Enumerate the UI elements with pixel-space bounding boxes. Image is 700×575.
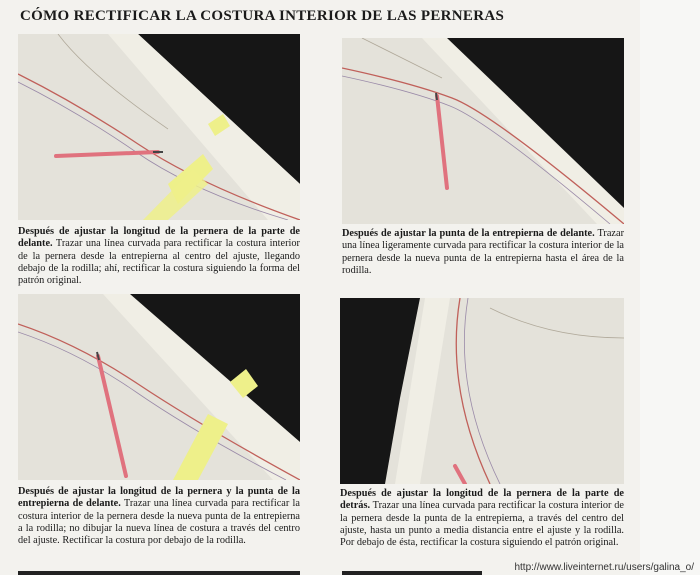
page-margin — [640, 0, 700, 575]
caption-1-lead: Después de ajustar la longitud de la pernera de la parte de delante. — [18, 226, 300, 250]
caption-2-lead: Después de ajustar la punta de la entrepierna de delante. — [342, 228, 595, 239]
caption-panel-4 — [340, 488, 624, 549]
caption-3-body: Trazar una línea curvada para rectificar la costura interior de la pernera desde la nueva punta de la entrepierna a la rodilla; no dibujar la nueva línea de costura a través del centro del ajuste. Rectificar la costura por debajo de la rodilla. — [18, 498, 300, 547]
caption-1-body: Trazar una línea curvada para rectificar la costura interior de la pernera desde la entrepierna al centro del ajuste, llegando debajo de la rodilla; ahí, rectificar la costura siguiendo la forma del patrón original. — [18, 238, 300, 287]
caption-4-body: Trazar una línea curvada para rectificar la costura interior de la pernera desde la punta de la entrepierna, a través del centro del ajuste, hasta un punto a media distancia entre el ajuste y la rodilla. Por debajo de ésta, rectificar la costura siguiendo el patrón original. — [340, 500, 624, 549]
cropped-photo-edge-right — [342, 571, 482, 575]
photo-front-crotch-point — [342, 38, 624, 224]
caption-3-lead: Después de ajustar la longitud de la pernera y la punta de la entrepierna de delante. — [18, 486, 300, 510]
caption-panel-2 — [342, 228, 624, 277]
photo-back-leg-length — [340, 298, 624, 484]
caption-panel-3 — [18, 486, 300, 547]
footer-url: http://www.liveinternet.ru/users/galina_o/ — [514, 562, 694, 573]
caption-panel-1 — [18, 226, 300, 287]
photo-front-length-and-crotch — [18, 294, 300, 480]
caption-4-lead: Después de ajustar la longitud de la pernera de la parte de detrás. — [340, 488, 624, 512]
page-title: CÓMO RECTIFICAR LA COSTURA INTERIOR DE LAS PERNERAS — [20, 8, 505, 24]
caption-2-body: Trazar una línea ligeramente curvada para rectificar la costura interior de la pernera desde la nueva punta de la entrepierna hasta el área de la rodilla. — [342, 228, 624, 276]
cropped-photo-edge-left — [18, 571, 300, 575]
photo-front-leg-length — [18, 34, 300, 220]
